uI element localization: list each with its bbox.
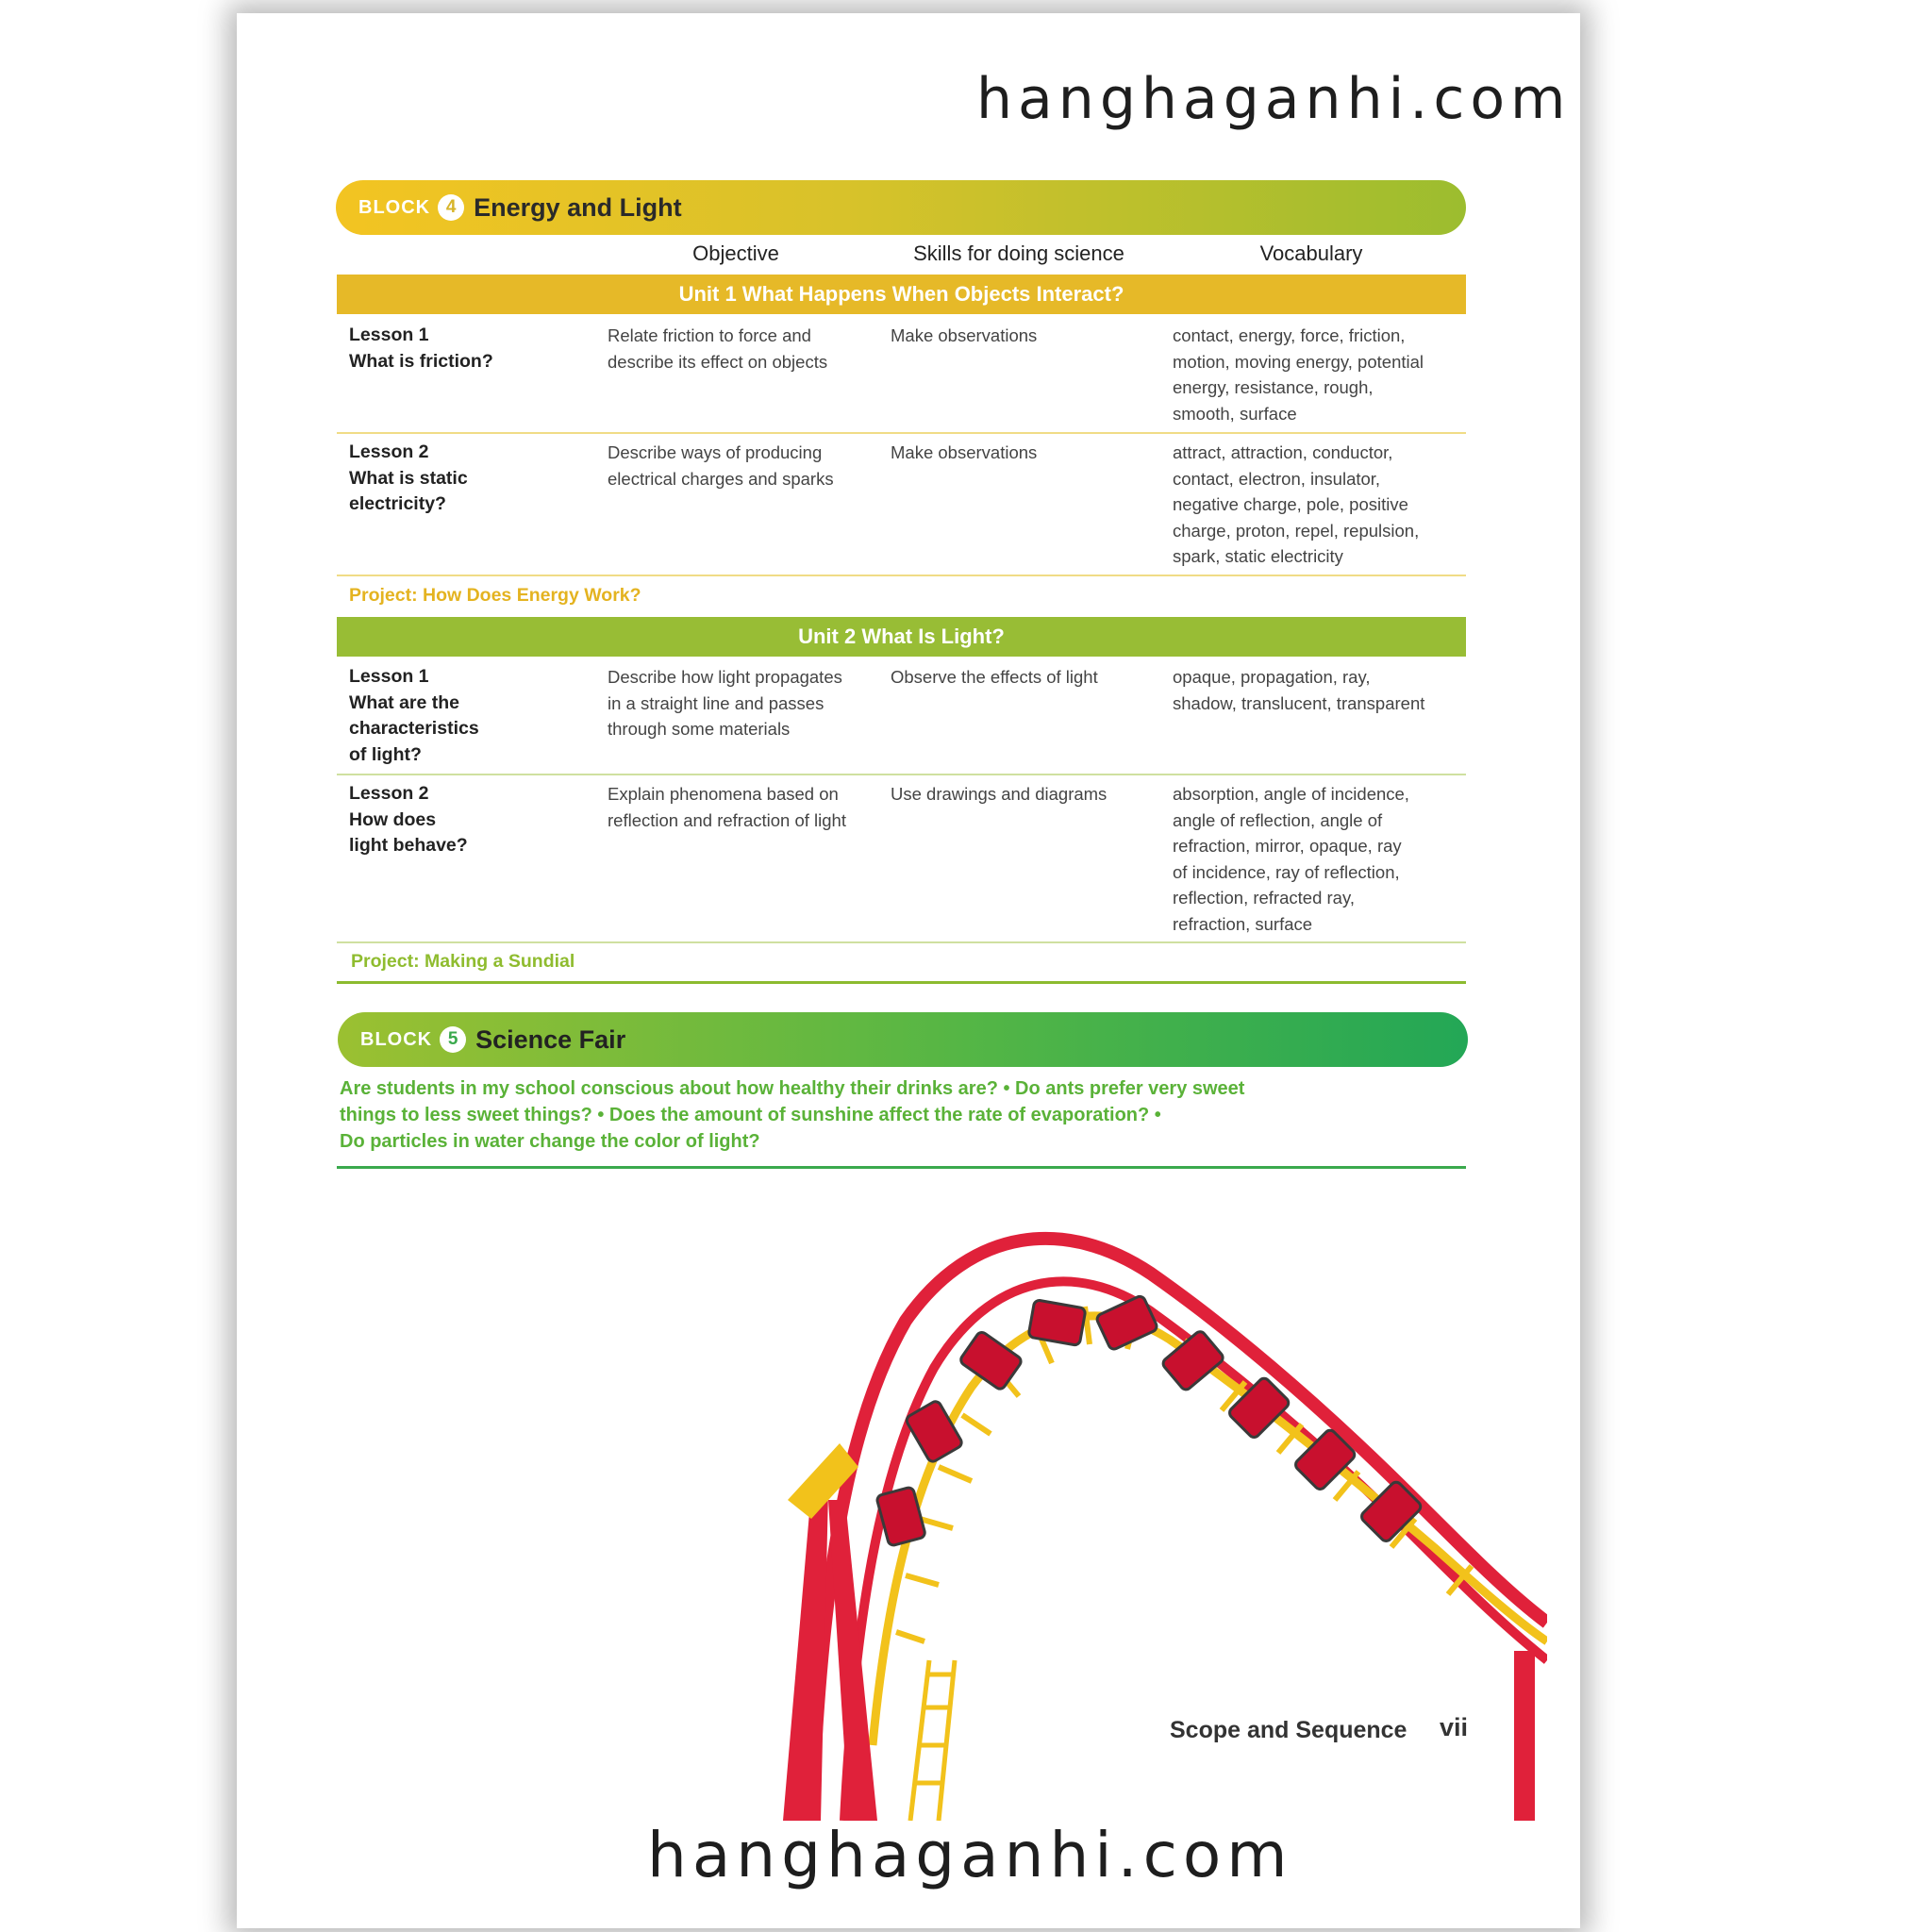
block-label: BLOCK [358,196,431,218]
block-label: BLOCK [360,1028,433,1050]
unit2-lesson2-vocabulary: absorption, angle of incidence, angle of reflection, angle of refraction, mirror, opaque, ray of incidence, ray of reflection, reflection, refracted ray, refraction, surface [1173,784,1409,934]
row-divider [337,575,1466,576]
unit2-lesson2-skill: Use drawings and diagrams [891,784,1108,804]
column-header-skills: Skills for doing science [913,242,1124,265]
unit1-lesson1-title: Lesson 1 What is friction? [349,325,493,372]
unit1-project: Project: How Does Energy Work? [349,585,641,606]
unit1-lesson2-objective: Describe ways of producing electrical charges and sparks [608,442,834,489]
watermark-top: hanghaganhi.com [976,66,1572,132]
section-divider [337,981,1466,984]
unit2-lesson1-vocabulary: opaque, propagation, ray, shadow, translucent, transparent [1173,667,1425,713]
unit1-lesson2-skill: Make observations [891,442,1038,462]
row-divider [337,941,1466,943]
column-header-objective: Objective [692,242,779,265]
unit1-lesson1-skill: Make observations [891,325,1038,345]
unit1-lesson1-vocabulary: contact, energy, force, friction, motion, moving energy, potential energy, resistance, rough, smooth, surface [1173,325,1424,424]
unit2-project: Project: Making a Sundial [351,951,575,972]
section-divider [337,1166,1466,1169]
block-title: Science Fair [475,1024,626,1054]
block-5-banner [338,1012,1468,1067]
row-divider [337,432,1466,434]
unit2-lesson1-title: Lesson 1 What are the characteristics of light? [349,666,479,765]
block-title: Energy and Light [474,192,682,222]
unit1-lesson2-title: Lesson 2 What is static electricity? [349,441,468,514]
unit1-lesson2-vocabulary: attract, attraction, conductor, contact, electron, insulator, negative charge, pole, positive charge, proton, repel, repulsion, spark, static electricity [1173,442,1420,566]
block-number-badge: 5 [440,1026,466,1053]
column-header-vocabulary: Vocabulary [1259,242,1363,265]
row-divider [337,774,1466,775]
block-4-banner [336,180,1466,235]
unit-1-bar: Unit 1 What Happens When Objects Interact? [337,275,1466,314]
unit2-lesson2-objective: Explain phenomena based on reflection and refraction of light [608,784,846,830]
unit2-lesson2-title: Lesson 2 How does light behave? [349,783,468,856]
unit2-lesson1-objective: Describe how light propagates in a straight line and passes through some materials [608,667,842,739]
unit1-lesson1-objective: Relate friction to force and describe its effect on objects [608,325,828,372]
science-fair-questions: Are students in my school conscious about how healthy their drinks are? • Do ants prefer very sweet things to less sweet things? • Does the amount of sunshine affect the rate of evaporation? • Do particles in water change the color of light? [340,1078,1245,1152]
roller-coaster-image [755,1217,1547,1821]
footer-title: Scope and Sequence [1170,1717,1407,1743]
page-number: vii [1440,1713,1469,1741]
unit2-lesson1-skill: Observe the effects of light [891,667,1098,687]
watermark-bottom: hanghaganhi.com [647,1819,1293,1891]
block-number-badge: 4 [438,194,464,221]
unit-2-bar: Unit 2 What Is Light? [337,617,1466,657]
